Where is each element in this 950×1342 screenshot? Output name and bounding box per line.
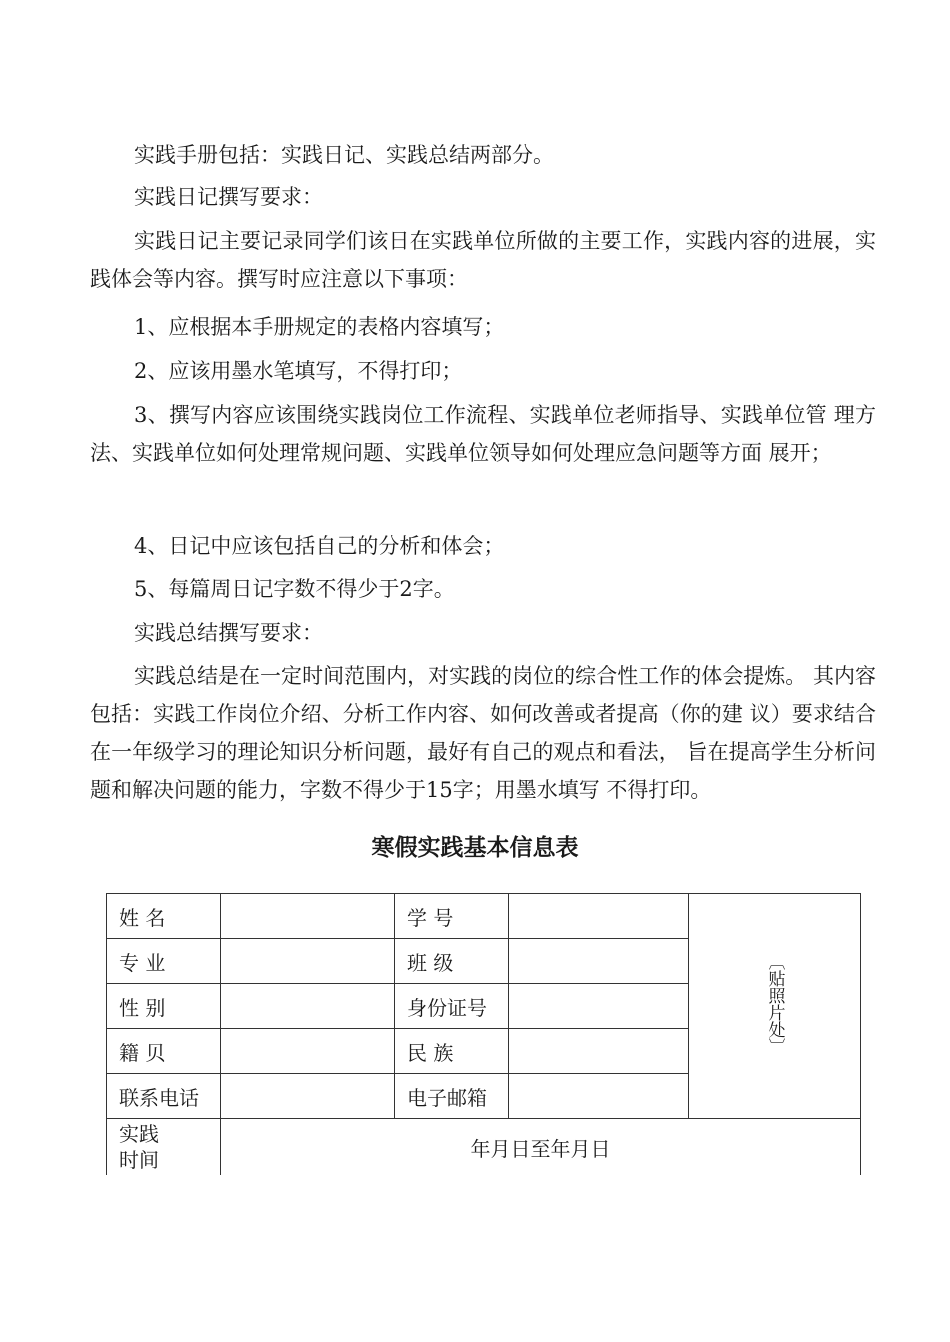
student-id-field[interactable] <box>509 894 689 939</box>
class-label: 班 级 <box>395 939 509 984</box>
practice-time-field[interactable]: 年月日至年月日 <box>221 1119 861 1176</box>
table-title: 寒假实践基本信息表 <box>371 834 579 861</box>
requirement-item-5: 5、每篇周日记字数不得少于2字。 <box>134 577 455 601</box>
hometown-field[interactable] <box>221 1029 395 1074</box>
ethnicity-label: 民 族 <box>395 1029 509 1074</box>
hometown-label: 籍 贝 <box>107 1029 221 1074</box>
id-number-label: 身份证号 <box>395 984 509 1029</box>
email-label: 电子邮箱 <box>395 1074 509 1119</box>
phone-label: 联系电话 <box>107 1074 221 1119</box>
intro-paragraph: 实践手册包括：实践日记、实践总结两部分。 <box>134 143 554 167</box>
table-row <box>107 1119 861 1176</box>
summary-requirements-heading: 实践总结撰写要求： <box>134 621 323 645</box>
requirement-item-3: 3、撰写内容应该围绕实践岗位工作流程、实践单位老师指导、实践单位管 理方法、实践单位如何处理常规问题、实践单位领导如何处理应急问题等方面 展开； <box>90 403 876 465</box>
photo-area[interactable] <box>689 894 861 1119</box>
ethnicity-field[interactable] <box>509 1029 689 1074</box>
phone-field[interactable] <box>221 1074 395 1119</box>
requirement-item-4: 4、日记中应该包括自己的分析和体会； <box>134 534 505 558</box>
major-field[interactable] <box>221 939 395 984</box>
requirement-item-2: 2、应该用墨水笔填写，不得打印； <box>134 359 463 383</box>
summary-description-paragraph: 实践总结是在一定时间范围内，对实践的岗位的综合性工作的体会提炼。 其内容包括：实践工作岗位介绍、分析工作内容、如何改善或者提高（你的建 议）要求结合在一年级学习的理论知识分析问题，最好有自己的观点和看法， 旨在提高学生分析问题和解决问题的能力，字数不得少于15字；用墨水填写 不得打印。 <box>90 664 877 802</box>
name-label: 姓 名 <box>107 894 221 939</box>
table-row <box>107 894 861 939</box>
gender-field[interactable] <box>221 984 395 1029</box>
class-field[interactable] <box>509 939 689 984</box>
student-id-label: 学 号 <box>395 894 509 939</box>
email-field[interactable] <box>509 1074 689 1119</box>
student-info-table <box>106 893 861 1175</box>
practice-time-label-line2: 时间 <box>119 1148 159 1172</box>
gender-label: 性 别 <box>107 984 221 1029</box>
practice-time-label <box>107 1119 221 1176</box>
practice-time-label-line1: 实践 <box>119 1122 159 1146</box>
name-field[interactable] <box>221 894 395 939</box>
diary-requirements-heading: 实践日记撰写要求： <box>134 185 323 209</box>
major-label: 专 业 <box>107 939 221 984</box>
requirement-item-1: 1、应根据本手册规定的表格内容填写； <box>134 315 505 339</box>
id-number-field[interactable] <box>509 984 689 1029</box>
diary-description-paragraph: 实践日记主要记录同学们该日在实践单位所做的主要工作，实践内容的进展，实践体会等内容。撰写时应注意以下事项： <box>90 229 876 291</box>
photo-placeholder-label: 〔贴照片处〕 <box>764 952 785 1055</box>
